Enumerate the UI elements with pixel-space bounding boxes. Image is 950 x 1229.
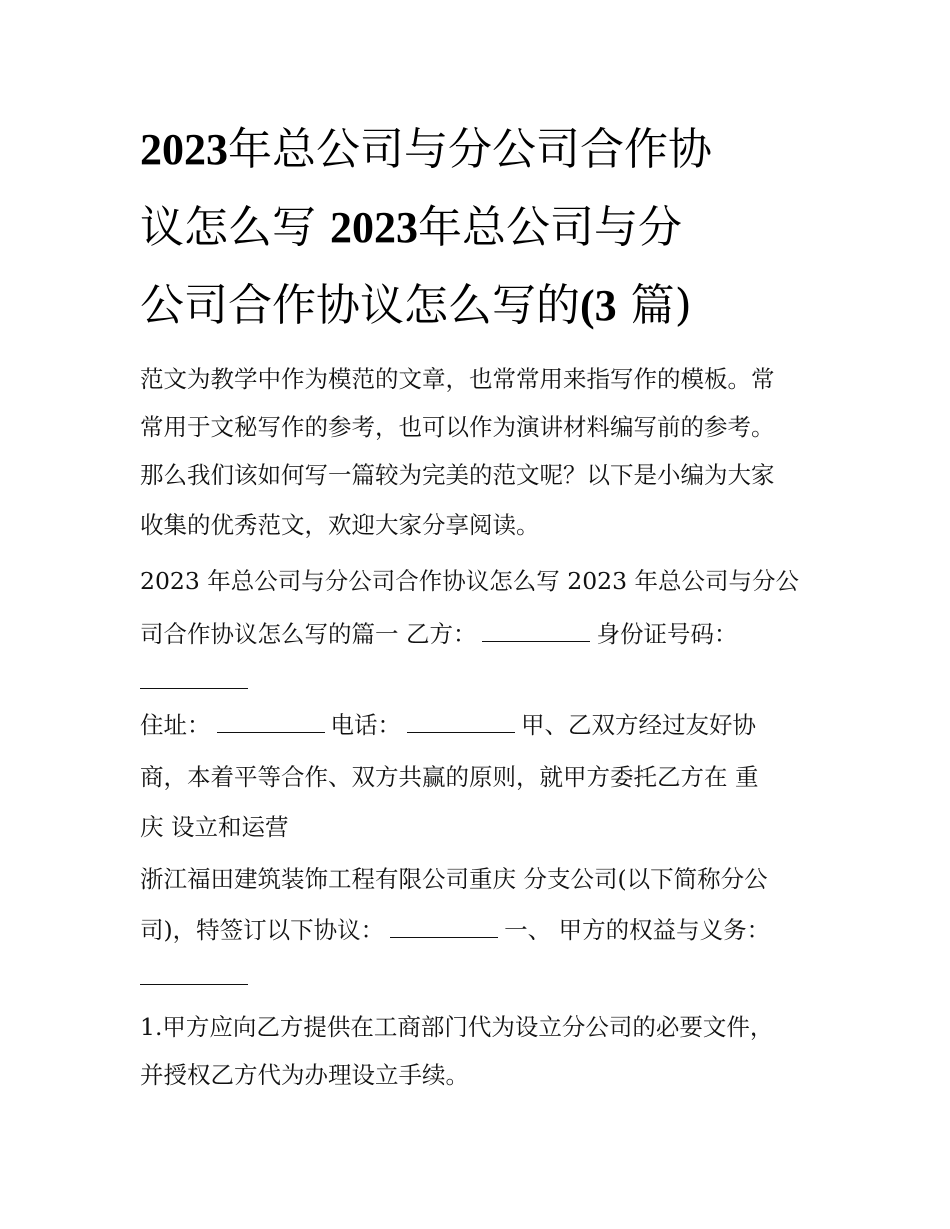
body-line-7: 浙江福田建筑装饰工程有限公司重庆 分支公司(以下简称分公 (140, 865, 768, 893)
intro-line-1: 范文为教学中作为模范的文章，也常常用来指写作的模板。常 (140, 365, 775, 393)
section-one-heading: 一、 甲方的权益与义务： (504, 916, 771, 944)
section-one-blank (140, 966, 248, 985)
title-year: 2023 (330, 203, 418, 252)
title-text: 议怎么写 (140, 202, 316, 253)
intro-line-4: 收集的优秀范文，欢迎大家分享阅读。 (140, 511, 540, 539)
agreement-blank (390, 919, 498, 938)
title-text: 公司合作协议怎么写的 (140, 280, 580, 331)
body-line-5: 商，本着平等合作、双方共赢的原则，就甲方委托乙方在 重 (140, 763, 759, 791)
id-number-blank (140, 670, 248, 689)
body-line-6: 庆 设立和运营 (140, 813, 289, 841)
document-title-line-1 (140, 124, 712, 176)
phone-label: 电话： (330, 711, 401, 739)
title-count: (3 (580, 281, 617, 330)
document-title-line-3 (140, 280, 692, 332)
intro-line-2: 常用于文秘写作的参考，也可以作为演讲材料编写前的参考。 (140, 413, 775, 441)
party-b-label: 司合作协议怎么写的篇一 乙方： (140, 620, 477, 648)
address-blank (217, 714, 325, 733)
address-label: 住址： (140, 711, 211, 739)
title-text: 年总公司与分公司合作协 (228, 124, 712, 175)
title-text: 年总公司与分 (418, 202, 682, 253)
party-b-blank (482, 623, 590, 642)
body-line-2 (140, 619, 737, 649)
id-number-label: 身份证号码： (596, 620, 738, 648)
body-line-8 (140, 915, 770, 945)
title-text: 篇) (630, 280, 692, 331)
agreement-intro: 甲、乙双方经过友好协 (521, 711, 756, 739)
document-title-line-2 (140, 202, 682, 254)
body-line-4 (140, 710, 756, 740)
body-line-9 (140, 962, 254, 992)
body-line-11: 并授权乙方代为办理设立手续。 (140, 1061, 469, 1089)
phone-blank (407, 714, 515, 733)
agreement-label: 司)，特签订以下协议： (140, 916, 385, 944)
body-line-10: 1.甲方应向乙方提供在工商部门代为设立分公司的必要文件， (140, 1013, 774, 1041)
body-line-3 (140, 666, 254, 696)
intro-line-3: 那么我们该如何写一篇较为完美的范文呢？以下是小编为大家 (140, 461, 775, 489)
body-line-1: 2023 年总公司与分公司合作协议怎么写 2023 年总公司与分公 (140, 567, 800, 595)
title-year: 2023 (140, 125, 228, 174)
